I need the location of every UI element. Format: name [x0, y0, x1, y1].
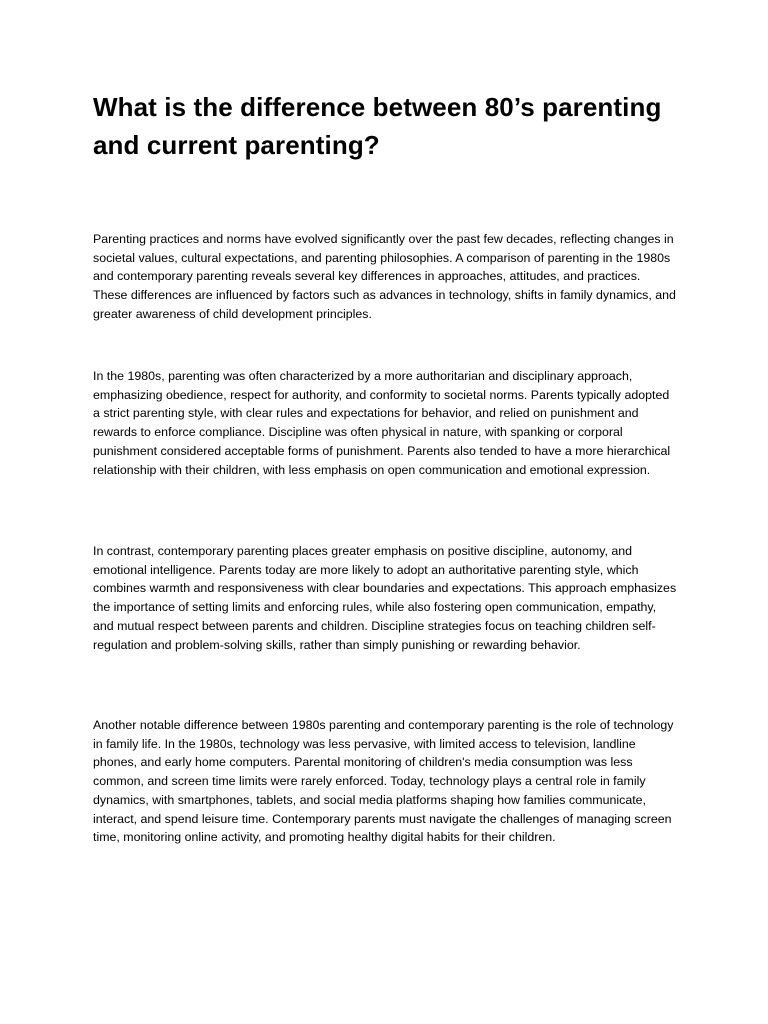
paragraph-technology: Another notable difference between 1980s parenting and contemporary parenting is the role of technology in family life. In the 1980s, technology was less pervasive, with limited access to television, landline phones, and early home computers. Parental monitoring of children's media consumption was less common, and screen time limits were rarely enforced. Today, technology plays a central role in family dynamics, with smartphones, tablets, and social media platforms shaping how families communicate, interact, and spend leisure time. Contemporary parents must navigate the challenges of managing screen time, monitoring online activity, and promoting healthy digital habits for their children.: [93, 718, 674, 845]
paragraph-1980s-parenting: In the 1980s, parenting was often characterized by a more authoritarian and disciplinary approach, emphasizing obedience, respect for authority, and conformity to societal norms. Parents typically adopted a strict parenting style, with clear rules and expectations for behavior, and relied on punishment and rewards to enforce compliance. Discipline was often physical in nature, with spanking or corporal punishment considered acceptable forms of punishment. Parents also tended to have a more hierarchical relationship with their children, with less emphasis on open communication and emotional expression.: [93, 369, 671, 477]
document-title: What is the difference between 80’s parenting and current parenting?: [93, 92, 662, 160]
paragraph-intro: Parenting practices and norms have evolved significantly over the past few decades, reflecting changes in societal values, cultural expectations, and parenting philosophies. A comparison of parenting in the 1980s and contemporary parenting reveals several key differences in approaches, attitudes, and practices. These differences are influenced by factors such as advances in technology, shifts in family dynamics, and greater awareness of child development principles.: [93, 232, 676, 321]
paragraph-contemporary-parenting: In contrast, contemporary parenting places greater emphasis on positive discipline, autonomy, and emotional intelligence. Parents today are more likely to adopt an authoritative parenting style, which combines warmth and responsiveness with clear boundaries and expectations. This approach emphasizes the importance of setting limits and enforcing rules, while also fostering open communication, empathy, and mutual respect between parents and children. Discipline strategies focus on teaching children self-regulation and problem-solving skills, rather than simply punishing or rewarding behavior.: [93, 544, 677, 652]
